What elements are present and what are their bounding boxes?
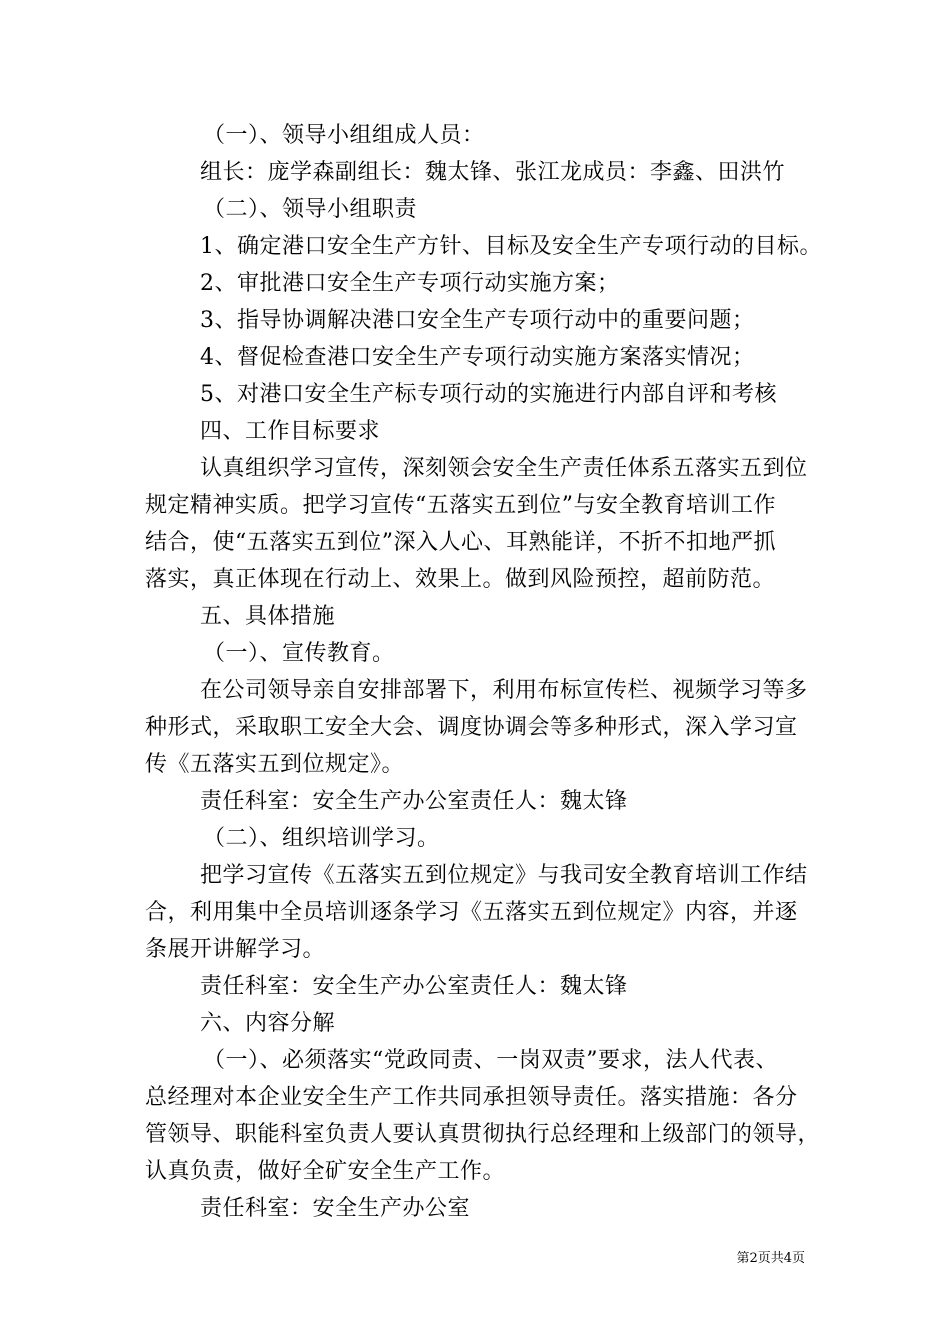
paragraph-line: 责任科室：安全生产办公室 [200,1196,471,1221]
section-heading: （一）、领导小组组成人员： [203,123,485,148]
list-item: 2、审批港口安全生产专项行动实施方案； [200,271,620,296]
paragraph-line: 把学习宣传《五落实五到位规定》与我司安全教育培训工作结 [200,863,808,888]
paragraph-line: 管领导、职能科室负责人要认真贯彻执行总经理和上级部门的领导， [145,1122,821,1147]
paragraph-line: 条展开讲解学习。 [145,937,326,962]
paragraph-line: 结合，使“五落实五到位”深入人心、耳熟能详，不折不扣地严抓 [145,530,776,555]
paragraph-line: 认真组织学习宣传，深刻领会安全生产责任体系五落实五到位 [200,456,808,481]
list-item: 5、对港口安全生产标专项行动的实施进行内部自评和考核 [200,382,777,407]
paragraph-line: 落实，真正体现在行动上、效果上。做到风险预控，超前防范。 [145,567,776,592]
section-heading: 五、具体措施 [200,604,336,629]
list-item: 1、确定港口安全生产方针、目标及安全生产专项行动的目标。 [200,234,822,259]
list-item: 3、指导协调解决港口安全生产专项行动中的重要问题； [200,308,755,333]
paragraph-line: 组长：庞学森副组长：魏太锋、张江龙成员：李鑫、田洪竹 [200,160,786,185]
paragraph-line: 规定精神实质。把学习宣传“五落实五到位”与安全教育培训工作 [145,493,776,518]
paragraph-line: 总经理对本企业安全生产工作共同承担领导责任。落实措施：各分 [145,1085,798,1110]
section-heading: （二）、组织培训学习。 [203,826,440,851]
paragraph-line: 种形式，采取职工安全大会、调度协调会等多种形式，深入学习宣 [145,715,798,740]
paragraph-line: 责任科室：安全生产办公室责任人：魏太锋 [200,789,628,814]
list-item: 4、督促检查港口安全生产专项行动实施方案落实情况； [200,345,755,370]
paragraph-line: 在公司领导亲自安排部署下，利用布标宣传栏、视频学习等多 [200,678,808,703]
section-heading: （一）、宣传教育。 [203,641,395,666]
paragraph-line: 认真负责，做好全矿安全生产工作。 [145,1159,506,1184]
paragraph-line: 责任科室：安全生产办公室责任人：魏太锋 [200,974,628,999]
section-heading: 四、工作目标要求 [200,419,381,444]
page-number: 第2页共4页 [736,1251,805,1266]
paragraph-line: （一）、必须落实“党政同责、一岗双责”要求，法人代表、 [203,1048,778,1073]
paragraph-line: 合，利用集中全员培训逐条学习《五落实五到位规定》内容，并逐 [145,900,798,925]
section-heading: （二）、领导小组职责 [203,197,418,222]
section-heading: 六、内容分解 [200,1011,336,1036]
paragraph-line: 传《五落实五到位规定》。 [145,752,405,777]
